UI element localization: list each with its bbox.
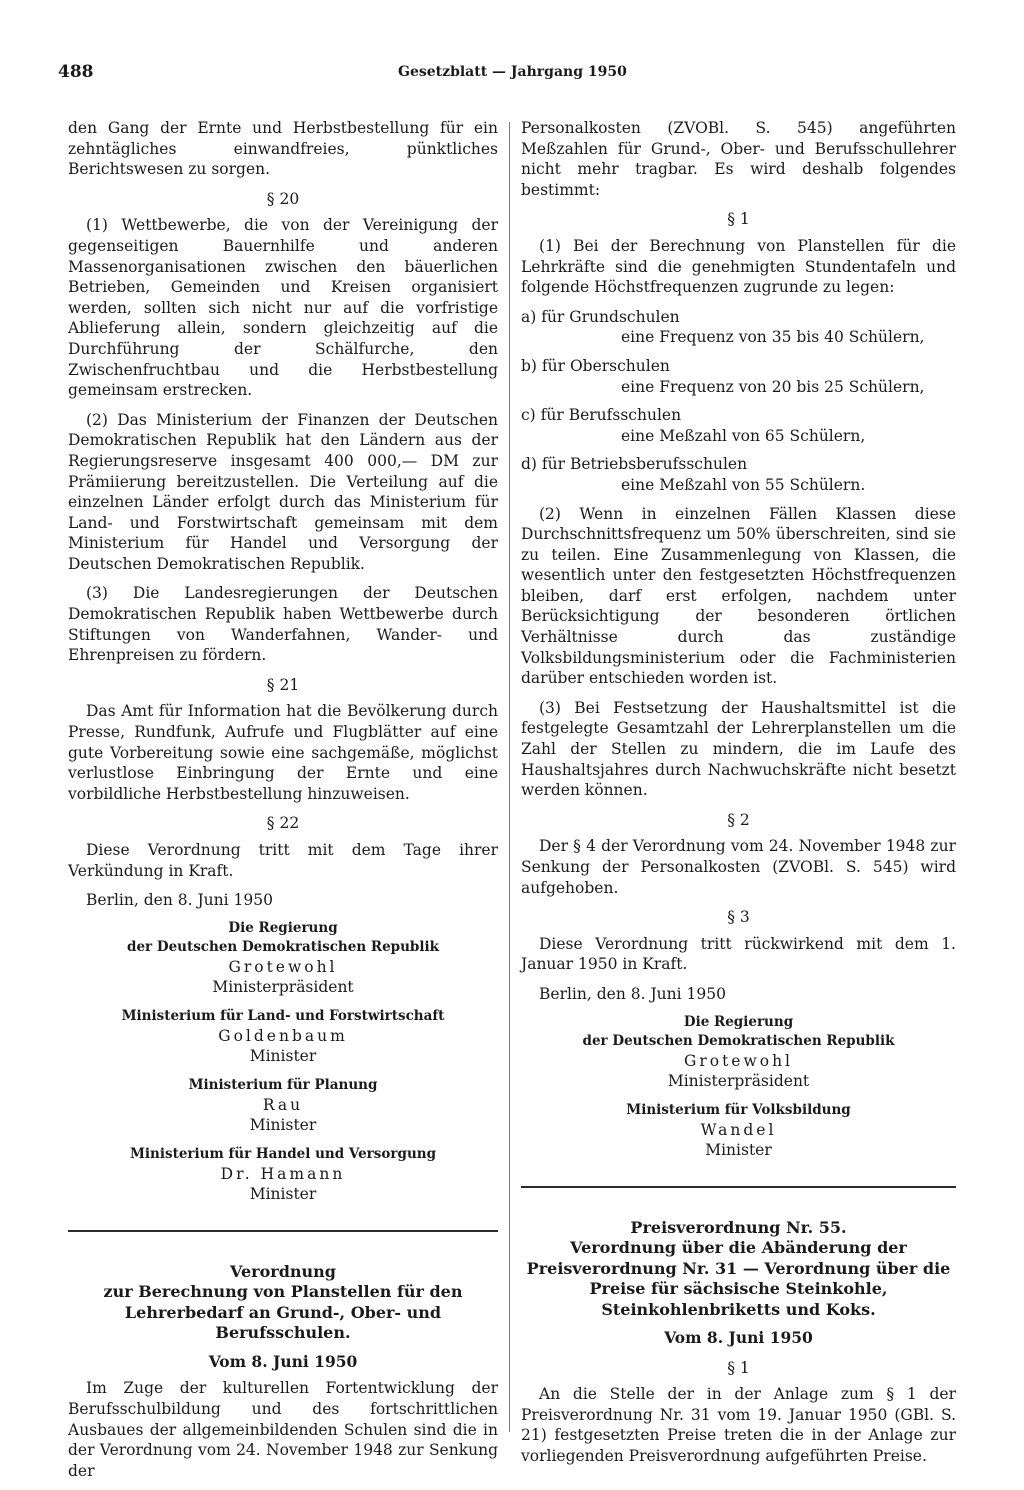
signature-title: Minister [249,1046,317,1065]
signature-name: Rau [262,1095,304,1114]
price-section-1-paragraph: An die Stelle der in der Anlage zum § 1 der Preisverordnung Nr. 31 vom 19. Januar 1950 (GBl. S. 21) festgesetzten Preise treten die in der Anlage zur vorliegenden Preisverordnung aufgeführten Preise. [521,1385,956,1466]
price-decree-title: Preisverordnung Nr. 55. [630,1217,847,1237]
section-22-heading: § 22 [266,814,300,833]
section-20-paragraph-1: (1) Wettbewerbe, die von der Vereinigung der gegenseitigen Bauernhilfe und anderen Massenorganisationen zwischen den bäuerlichen Betrieben, Gemeinden und Kreisen organisiert werden, sollten sich nicht nur auf die vorfristige Ablieferung allein, sondern gleichzeitig auf die Durchführung der Schälfurche, den Zwischenfruchtbau und die Herbstbestellung gemeinsam erstrecken. [68,216,498,400]
signature-title: Minister [249,1184,317,1203]
continuation-paragraph: Personalkosten (ZVOBl. S. 545) angeführten Meßzahlen für Grund-, Ober- und Berufsschullehrer nicht mehr tragbar. Es wird deshalb folgendes bestimmt: [521,119,956,199]
signature-org: der Deutschen Demokratischen Republik [127,938,439,955]
list-item-detail: eine Meßzahl von 55 Schülern. [621,475,866,494]
signature-block [521,1013,956,1160]
signature-name: Dr. Hamann [220,1164,346,1183]
section-2-heading: § 2 [727,810,750,829]
section-20-heading: § 20 [266,189,300,208]
list-item-detail: eine Meßzahl von 65 Schülern, [621,426,866,445]
place-date: Berlin, den 8. Juni 1950 [86,891,273,910]
signature-name: Grotewohl [228,957,338,976]
signature-org: Die Regierung [683,1013,794,1030]
list-item-label: d) für Betriebsberufsschulen [521,455,748,474]
signature-org: Ministerium für Handel und Versorgung [129,1145,437,1162]
signature-org: der Deutschen Demokratischen Republik [582,1032,895,1049]
list-item-detail: eine Frequenz von 20 bis 25 Schülern, [621,377,925,396]
signature-org: Die Regierung [228,919,338,936]
section-1-paragraph-3: (3) Bei Festsetzung der Haushaltsmittel ist die festgelegte Gesamtzahl der Lehrerplanstellen um die Zahl der Stellen zu mindern, die im Laufe des Haushaltsjahres durch Nachwuchskräfte nicht besetzt werden können. [521,698,956,800]
decree-subtitle: zur Berechnung von Planstellen für den Lehrerbedarf an Grund-, Ober- und Berufsschulen. [103,1282,463,1343]
place-date: Berlin, den 8. Juni 1950 [539,984,726,1003]
intro-paragraph: den Gang der Ernte und Herbstbestellung für ein zehntägliches einwandfreies, pünktliches Berichtswesen zu sorgen. [68,119,498,179]
section-22-paragraph: Diese Verordnung tritt mit dem Tage ihrer Verkündung in Kraft. [68,841,498,880]
price-decree-subtitle: Verordnung über die Abänderung der Preisverordnung Nr. 31 — Verordnung über die Preise für sächsische Steinkohle, Steinkohlenbriketts und Koks. [526,1238,951,1319]
list-item [521,307,956,348]
section-2-paragraph: Der § 4 der Verordnung vom 24. November 1948 zur Senkung der Personalkosten (ZVOBl. S. 545) wird aufgehoben. [521,837,956,897]
decree-title: Verordnung [230,1261,336,1281]
section-rule [68,1230,498,1232]
section-21-paragraph: Das Amt für Information hat die Bevölkerung durch Presse, Rundfunk, Aufrufe und Flugblätter auf eine gute Vorbereitung sowie eine sachgemäße, möglichst verlustlose Einbringung der Ernte und eine vorbildliche Herbstbestellung hinzuweisen. [68,702,498,803]
signature-title: Minister [249,1115,317,1134]
signature-title: Ministerpräsident [212,977,354,996]
list-item [521,356,956,397]
signature-title: Minister [705,1140,772,1159]
list-item-detail: eine Frequenz von 35 bis 40 Schülern, [621,328,925,347]
section-3-paragraph: Diese Verordnung tritt rückwirkend mit dem 1. Januar 1950 in Kraft. [521,934,956,974]
list-item-label: c) für Berufsschulen [521,406,682,425]
signature-name: Wandel [700,1120,777,1139]
section-3-heading: § 3 [727,908,750,927]
section-1-paragraph-1: (1) Bei der Berechnung von Planstellen für die Lehrkräfte sind die genehmigten Stundentafeln und folgende Höchstfrequenzen zugrunde zu legen: [521,236,956,297]
decree-paragraph: Im Zuge der kulturellen Fortentwicklung der Berufsschulbildung und des fortschrittlichen Ausbaues der allgemeinbildenden Schulen sind die in der Verordnung vom 24. November 1948 zur Senkung der [68,1379,498,1480]
page-header [58,62,958,88]
column-divider [509,122,510,1432]
list-item [521,454,956,495]
signature-name: Goldenbaum [218,1026,348,1045]
page-number: 488 [58,62,94,82]
signature-name: Grotewohl [683,1051,794,1070]
list-item-label: a) für Grundschulen [521,307,680,326]
signature-org: Ministerium für Planung [188,1076,378,1093]
section-20-paragraph-2: (2) Das Ministerium der Finanzen der Deutschen Demokratischen Republik hat den Ländern aus der Regierungsreserve insgesamt 400 000,— DM zur Prämiierung bereitzustellen. Die Verteilung auf die einzelnen Länder erfolgt durch das Ministerium für Land- und Forstwirtschaft gemeinsam mit dem Ministerium für Handel und Versorgung der Deutschen Demokratischen Republik. [68,410,498,573]
decree-date: Vom 8. Juni 1950 [208,1351,358,1371]
right-column [521,118,956,1476]
signature-org: Ministerium für Volksbildung [626,1101,851,1118]
section-1-heading: § 1 [727,210,750,229]
signature-title: Ministerpräsident [667,1071,810,1090]
section-21-heading: § 21 [266,675,300,694]
list-item [521,405,956,446]
section-20-paragraph-3: (3) Die Landesregierungen der Deutschen Demokratischen Republik haben Wettbewerbe durch Stiftungen von Wanderfahnen, Wander- und Ehrenpreisen zu fördern. [68,584,498,665]
section-1-paragraph-2: (2) Wenn in einzelnen Fällen Klassen diese Durchschnittsfrequenz um 50% überschreiten, sind sie zu teilen. Eine Zusammenlegung von Klassen, die wesentlich unter den festgesetzten Höchstfrequenzen bleiben, darf erst erfolgen, nachdem unter Berücksichtigung der besonderen örtlichen Verhältnisse durch das zuständige Volksbildungsministerium oder die Fachministerien darüber entschieden worden ist. [521,504,956,688]
running-head: Gesetzblatt — Jahrgang 1950 [398,64,627,80]
section-rule [521,1186,956,1188]
price-section-1-heading: § 1 [727,1358,750,1377]
left-column [68,118,498,1490]
signature-org: Ministerium für Land- und Forstwirtschaft [121,1007,445,1024]
price-decree-date: Vom 8. Juni 1950 [664,1328,813,1348]
signature-block [68,919,498,1204]
list-item-label: b) für Oberschulen [521,356,670,375]
